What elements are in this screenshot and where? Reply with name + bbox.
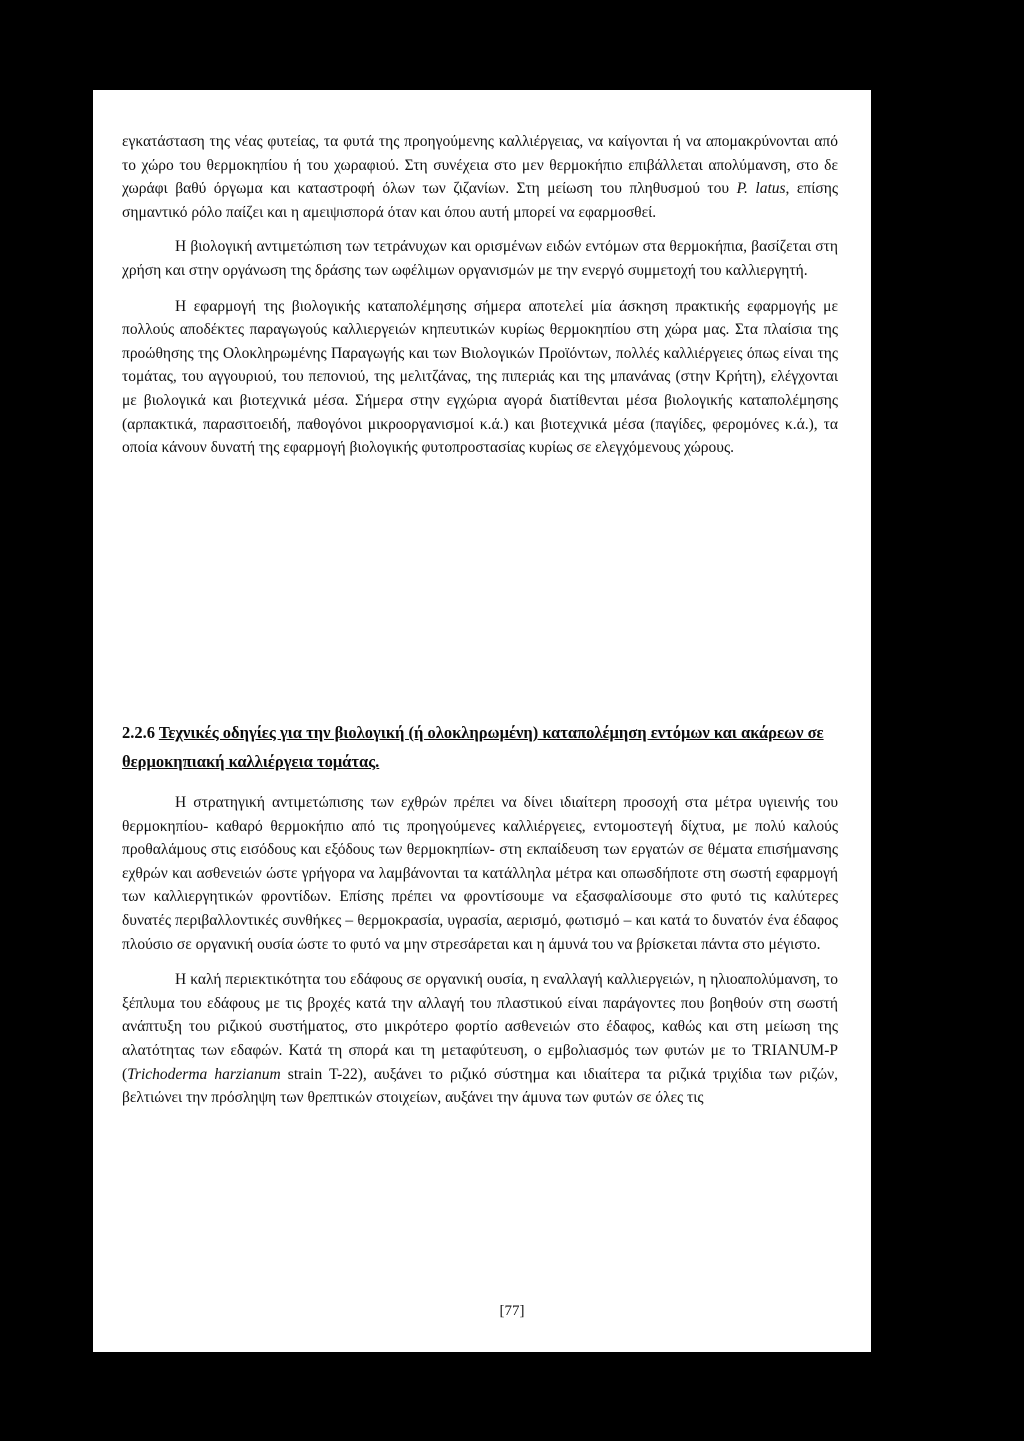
- paragraph-4: Η στρατηγική αντιμετώπισης των εχθρών πρέπει να δίνει ιδιαίτερη προσοχή στα μέτρα υγιεινής του θερμοκηπίου- καθαρό θερμοκήπιο από τις προηγούμενες καλλιέργειες, εντομοστεγή δίχτυα, με πολύ καλούς προθαλάμους στις εισόδους και εξόδους των θερμοκηπίων- στη εκπαίδευση των εργατών σε θέματα επισήμανσης εχθρών και ασθενειών ώστε γρήγορα να λαμβάνονται τα κατάλληλα μέτρα και οπωσδήποτε στη σωστή εφαρμογή των καλλιεργητικών φροντίδων. Επίσης πρέπει να φροντίσουμε να εξασφαλίσουμε στο φυτό τις καλύτερες δυνατές περιβαλλοντικές συνθήκες – θερμοκρασία, υγρασία, αερισμό, φωτισμό – και κατά το δυνατόν ένα έδαφος πλούσιο σε οργανική ουσία ώστε το φυτό να μην στρεσάρεται και η άμυνά του να βρίσκεται πάντα στο μέγιστο.: [122, 794, 838, 953]
- paragraph-1: εγκατάσταση της νέας φυτείας, τα φυτά της προηγούμενης καλλιέργειας, να καίγονται ή να απομακρύνονται από το χώρο του θερμοκηπίου ή του χωραφιού. Στη συνέχεια στο μεν θερμοκήπιο επιβάλλεται απολύμανση, στο δε χωράφι βαθύ όργωμα και καταστροφή όλων των ζιζανίων. Στη μείωση του πληθυσμού του P. latus, επίσης σημαντικό ρόλο παίζει και η αμειψισπορά όταν και όπου αυτή μπορεί να εφαρμοσθεί.: [122, 133, 838, 221]
- species-name: P. latus: [736, 180, 786, 198]
- body-text-upper: [122, 130, 838, 460]
- paragraph-3: Η εφαρμογή της βιολογικής καταπολέμησης σήμερα αποτελεί μία άσκηση πρακτικής εφαρμογής με πολλούς αποδέκτες παραγωγούς καλλιεργειών κηπευτικών κυρίως θερμοκηπίου στη χώρα μας. Στα πλαίσια της προώθησης της Ολοκληρωμένης Παραγωγής και των Βιολογικών Προϊόντων, πολλές καλλιέργειες όπως είναι της τομάτας, του αγγουριού, του πεπονιού, της μελιτζάνας, της πιπεριάς και της μπανάνας (στην Κρήτη), ελέγχονται με βιολογικά και βιοτεχνικά μέσα. Σήμερα στην εγχώρια αγορά διατίθενται μέσα βιολογικής καταπολέμησης (αρπακτικά, παρασιτοειδή, παθογόνοι μικροοργανισμοί κ.ά.) και βιοτεχνικά μέσα (παγίδες, φερομόνες κ.ά.), τα οποία κάνουν δυνατή της εφαρμογή βιολογικής φυτοπροστασίας κυρίως σε ελεγχόμενους χώρους.: [122, 297, 838, 457]
- paragraph-5: Η καλή περιεκτικότητα του εδάφους σε οργανική ουσία, η εναλλαγή καλλιεργειών, η ηλιοαπολύμανση, το ξέπλυμα του εδάφους με τις βροχές κατά την αλλαγή του πλαστικού είναι παράγοντες που βοηθούν στη σωστή ανάπτυξη του ριζικού συστήματος, στο μικρότερο φορτίο ασθενειών στο έδαφος, καθώς και στη μείωση της αλατότητας των εδαφών. Κατά τη σπορά και τη μεταφύτευση, ο εμβολιασμός των φυτών με το TRIANUM-P (Trichoderma harzianum strain T-22), αυξάνει το ριζικό σύστημα και ιδιαίτερα τα ριζικά τριχίδια των ριζών, βελτιώνει την πρόσληψη των θρεπτικών στοιχείων, αυξάνει την άμυνα των φυτών σε όλες τις: [122, 971, 839, 1107]
- section-heading-title: Τεχνικές οδηγίες για την βιολογική (ή ολοκληρωμένη) καταπολέμηση εντόμων και ακάρεων σε θερμοκηπιακή καλλιέργεια τομάτας.: [122, 723, 824, 771]
- paragraph-2: Η βιολογική αντιμετώπιση των τετράνυχων και ορισμένων ειδών εντόμων στα θερμοκήπια, βασίζεται στη χρήση και στην οργάνωση της δράσης των ωφέλιμων οργανισμών με την ενεργό συμμετοχή του καλλιεργητή.: [122, 238, 838, 279]
- species-name: Trichoderma harzianum: [127, 1065, 281, 1083]
- body-text-lower: [122, 791, 838, 1110]
- section-heading: 2.2.6 Τεχνικές οδηγίες για την βιολογική (ή ολοκληρωμένη) καταπολέμηση εντόμων και ακάρεων σε θερμοκηπιακή καλλιέργεια τομάτας.: [122, 723, 824, 771]
- page-number: [77]: [499, 1303, 525, 1319]
